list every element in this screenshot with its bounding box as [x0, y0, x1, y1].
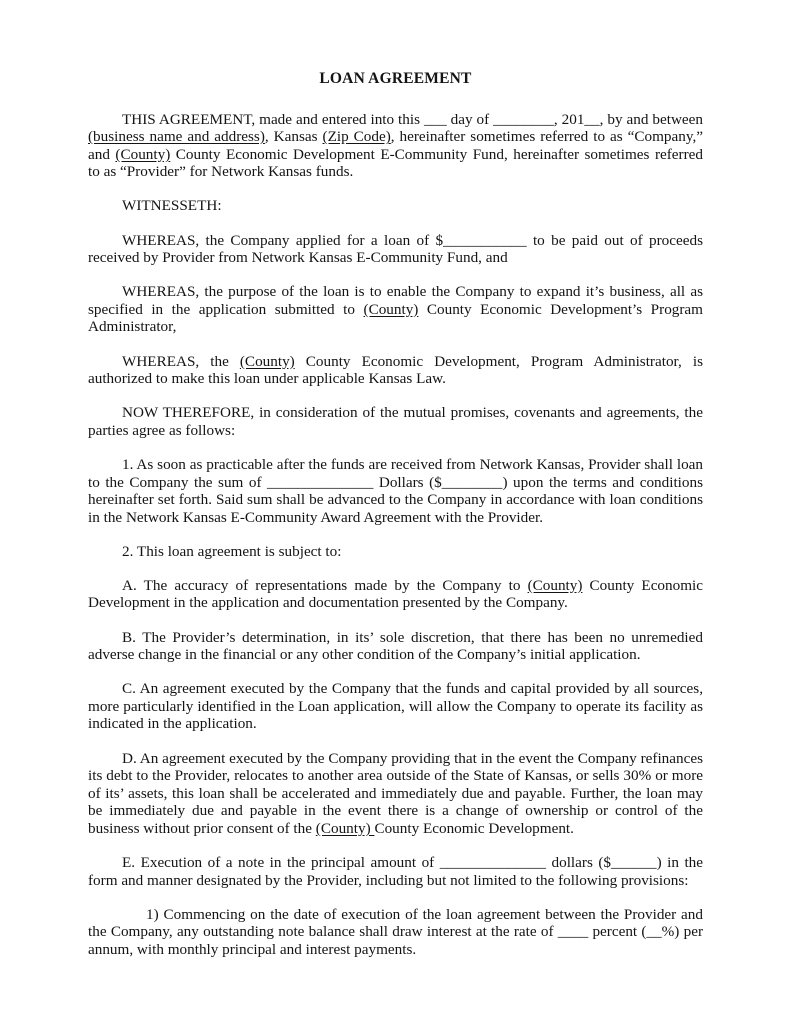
intro-text-part-4: County Economic Development E-Community Fund, hereinafter sometimes referred to as “Provider” for Network Kansas funds.: [88, 145, 703, 181]
paragraph-whereas-3: [88, 353, 703, 388]
paragraph-witnesseth: WITNESSETH:: [122, 197, 222, 215]
intro-text-part-3: , hereinafter sometimes referred to as “Company,” and: [88, 128, 704, 163]
clause-item-1: 1. As soon as practicable after the funds are received from Network Kansas, Provider shall loan to the Company the sum of ______________ Dollars ($________) upon the terms and conditions hereinafter set forth. Said sum shall be advanced to the Company in accordance with loan conditions in the Network Kansas E-Community Award Agreement with the Provider.: [88, 455, 703, 526]
page-title: LOAN AGREEMENT: [319, 70, 472, 87]
clause-item-c: C. An agreement executed by the Company that the funds and capital provided by all sources, more particularly identified in the Loan application, will allow the Company to operate its facility as indicated in the application.: [88, 680, 703, 733]
clause-item-b: B. The Provider’s determination, in its’ sole discretion, that there has been no unremedied adverse change in the financial or any other condition of the Company’s initial application.: [88, 628, 703, 664]
business-name-blank: (business name and address): [88, 128, 265, 146]
intro-text-part-1: THIS AGREEMENT, made and entered into this ___ day of ________, 201__, by and between: [122, 110, 703, 128]
county-blank-item-a: (County): [527, 576, 583, 594]
paragraph-now-therefore: NOW THEREFORE, in consideration of the mutual promises, covenants and agreements, the parties agree as follows:: [88, 404, 703, 439]
county-blank-item-d: (County): [315, 819, 375, 837]
paragraph-whereas-1: WHEREAS, the Company applied for a loan of $___________ to be paid out of proceeds received by Provider from Network Kansas E-Community Fund, and: [88, 231, 703, 267]
clause-item-a: [88, 577, 703, 612]
whereas-2-part-2: County Economic Development’s Program Administrator,: [88, 300, 703, 336]
paragraph-whereas-2: [88, 283, 703, 336]
county-blank-whereas-2: (County): [363, 300, 419, 318]
zip-code-blank: (Zip Code): [322, 128, 391, 146]
county-blank-whereas-3: (County): [239, 352, 295, 370]
clause-item-d: [88, 750, 703, 838]
intro-text-part-2: , Kansas: [264, 128, 323, 146]
clause-item-e: E. Execution of a note in the principal amount of ______________ dollars ($______) in the form and manner designated by the Provider, including but not limited to the following provisions:: [88, 854, 703, 889]
item-a-part-2: County Economic Development in the application and documentation presented by the Company.: [88, 576, 703, 612]
clause-item-2: 2. This loan agreement is subject to:: [122, 542, 342, 560]
paragraph-intro: [88, 111, 703, 181]
county-blank-intro: (County): [115, 145, 171, 163]
whereas-2-part-1: WHEREAS, the purpose of the loan is to enable the Company to expand it’s business, all as specified in the application submitted to: [88, 283, 703, 318]
item-a-part-1: A. The accuracy of representations made by the Company to: [122, 576, 528, 594]
item-d-part-2: County Economic Development.: [374, 819, 574, 837]
whereas-3-part-2: County Economic Development, Program Administrator, is authorized to make this loan under applicable Kansas Law.: [88, 352, 703, 388]
item-d-part-1: D. An agreement executed by the Company providing that in the event the Company refinances its debt to the Provider, relocates to another area outside of the State of Kansas, or sells 30% or more of its’ assets, this loan shall be accelerated and immediately due and payable. Further, the loan may be immediately due and payable in the event there is a change of ownership or control of the business without prior consent of the: [88, 749, 703, 837]
whereas-3-part-1: WHEREAS, the: [122, 352, 240, 370]
clause-sub-item-1: 1) Commencing on the date of execution of the loan agreement between the Provider and the Company, any outstanding note balance shall draw interest at the rate of ____ percent (__%) per annum, with monthly principal and interest payments.: [88, 905, 703, 958]
